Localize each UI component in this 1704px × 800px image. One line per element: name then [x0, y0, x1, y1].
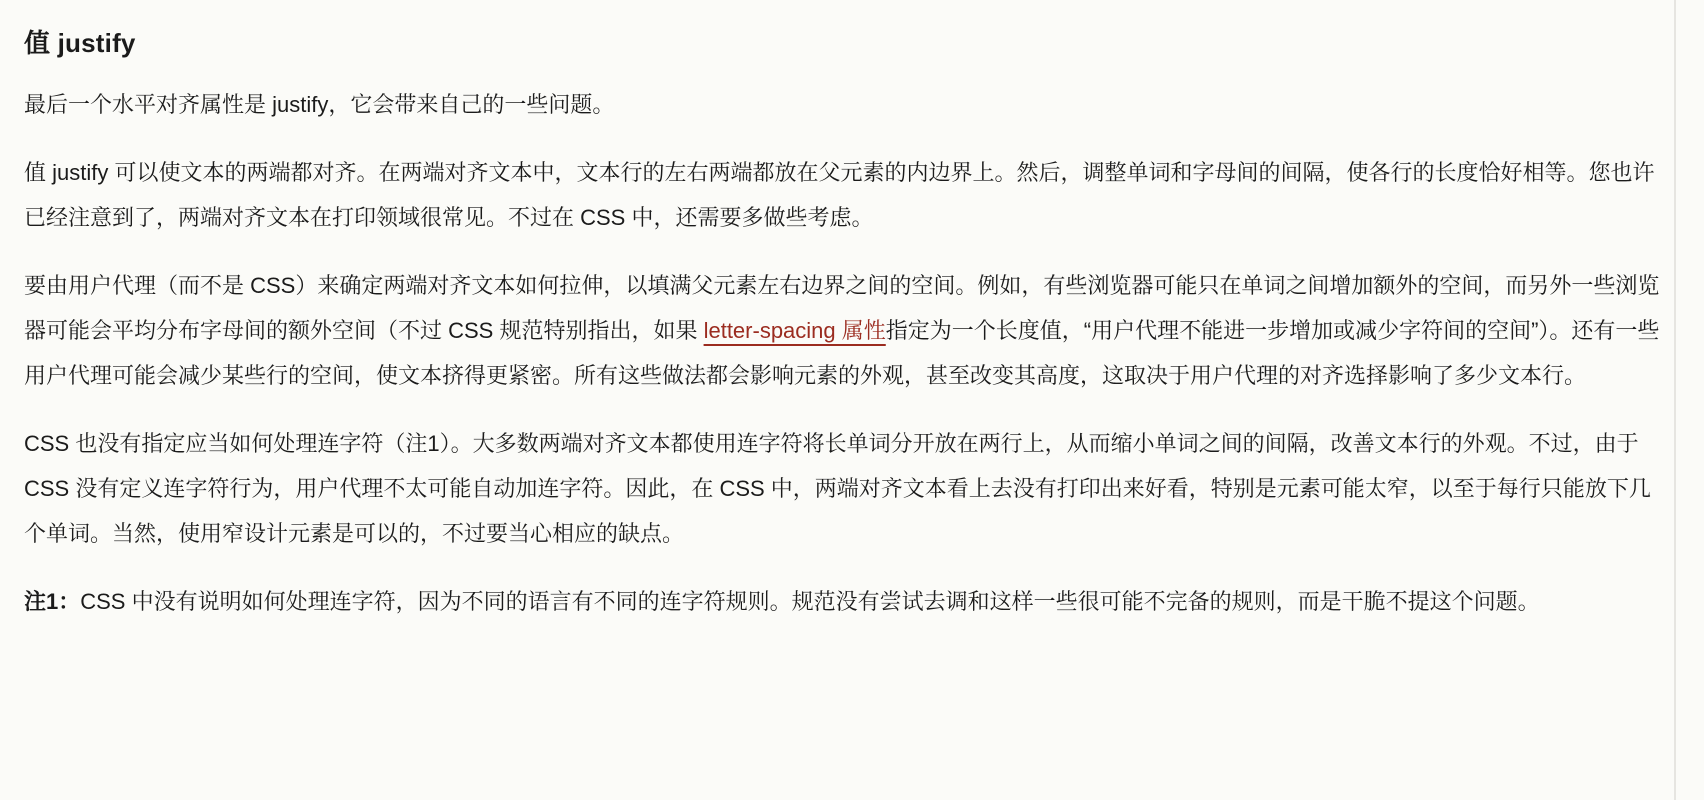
note-text: CSS 中没有说明如何处理连字符，因为不同的语言有不同的连字符规则。规范没有尝试去调和这样一些很可能不完备的规则，而是干脆不提这个问题。 [80, 589, 1540, 614]
paragraph-hyphenation: CSS 也没有指定应当如何处理连字符（注1）。大多数两端对齐文本都使用连字符将长单词分开放在两行上，从而缩小单词之间的间隔，改善文本行的外观。不过，由于 CSS 没有定义连字符行为，用户代理不太可能自动加连字符。因此，在 CSS 中，两端对齐文本看上去没有打印出来好看，特别是元素可能太窄，以至于每行只能放下几个单词。当然，使用窄设计元素是可以的，不过要当心相应的缺点。 [24, 431, 1651, 546]
pane-divider [1674, 0, 1676, 800]
paragraph-user-agent-text-before: 要由用户代理（而不是 CSS）来确定两端对齐文本如何拉伸，以填满父元素左右边界之间的空间。例如，有些浏览器可能只在单词之间增加额外的空间，而另外一些浏览器可能会平均分布字母间的额外空间（不过 CSS 规范特别指出，如果 [24, 273, 1660, 343]
paragraph-user-agent [24, 263, 1660, 398]
paragraph-note [24, 579, 1660, 624]
section-heading: 值 justify [24, 28, 136, 58]
paragraph-intro: 最后一个水平对齐属性是 justify，它会带来自己的一些问题。 [24, 92, 615, 117]
paragraph-user-agent-text-after: 指定为一个长度值，“用户代理不能进一步增加或减少字符间的空间”）。还有一些用户代理可能会减少某些行的空间，使文本挤得更紧密。所有这些做法都会影响元素的外观，甚至改变其高度，这取决于用户代理的对齐选择影响了多少文本行。 [24, 318, 1660, 388]
letter-spacing-link[interactable]: letter-spacing 属性 [703, 318, 886, 343]
paragraph-justify-description: 值 justify 可以使文本的两端都对齐。在两端对齐文本中，文本行的左右两端都放在父元素的内边界上。然后，调整单词和字母间的间隔，使各行的长度恰好相等。您也许已经注意到了，两端对齐文本在打印领域很常见。不过在 CSS 中，还需要多做些考虑。 [24, 160, 1655, 230]
note-label: 注1： [24, 589, 81, 614]
